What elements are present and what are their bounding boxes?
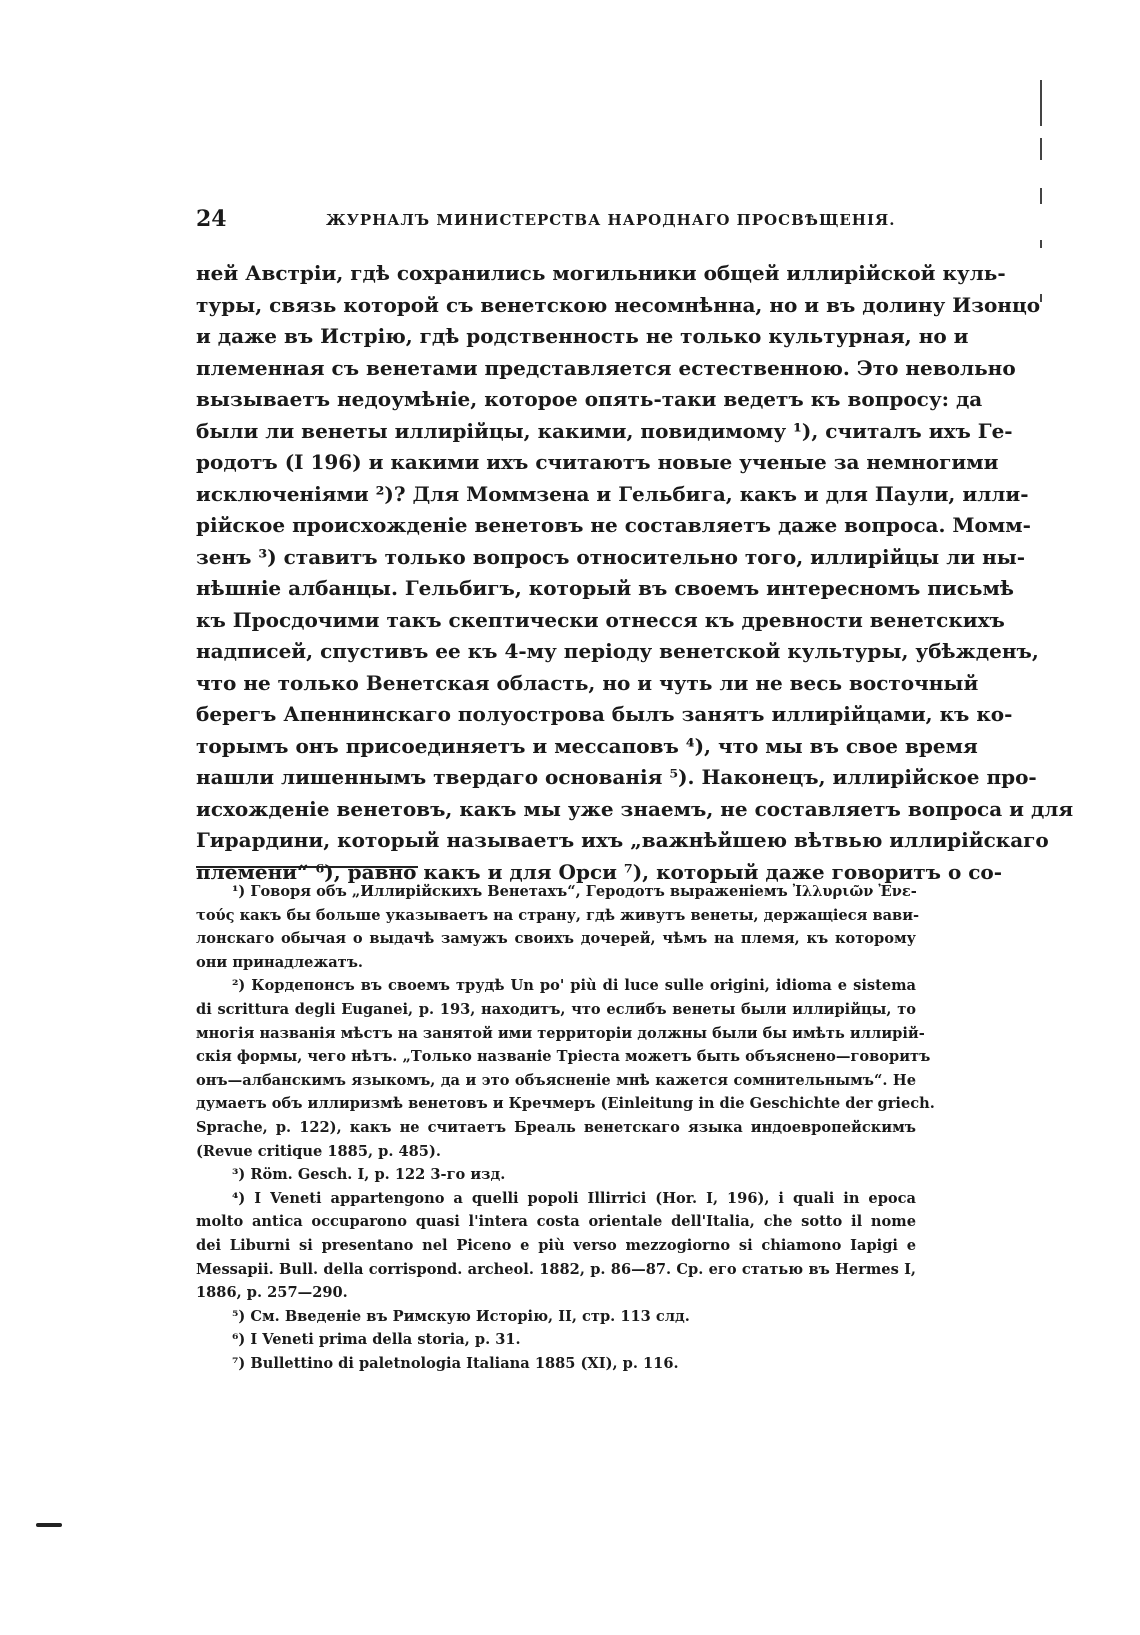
footnote-line: Messapii. Bull. della corrispond. archeol. 1882, p. 86—87. Ср. его статью въ Hermes I, [196,1260,916,1278]
scan-mark [1040,188,1042,204]
text-line: были ли венеты иллирійцы, какими, повидимому ¹), считалъ ихъ Ге- [196,418,1013,443]
footnote-line: они принадлежатъ. [196,953,363,971]
page-number: 24 [196,206,227,232]
footnote-line: ⁶) I Veneti prima della storia, p. 31. [232,1331,521,1349]
footnote-line: многія названія мѣстъ на занятой ими территоріи должны были бы имѣть иллирій- [196,1024,925,1042]
footnote-1 [196,880,920,974]
footnotes [196,880,935,1375]
footnote-line: ²) Кордепонсъ въ своемъ трудѣ Un po' più di luce sulle origini, idioma e sistema [232,977,916,995]
footnote-line: ⁴) I Veneti appartengono a quelli popoli Illirrici (Hor. I, 196), i quali in epoca [232,1189,916,1207]
footnote-line: лонскаго обычая о выдачѣ замужъ своихъ дочерей, чѣмъ на племя, къ которому [196,930,916,948]
text-line: къ Просдочими такъ скептически отнесся къ древности венетскихъ [196,607,1005,632]
footnote-line: dei Liburni si presentano nel Piceno e più verso mezzogiorno si chiamono Iapigi e [196,1236,916,1254]
page-header [196,206,916,236]
text-line: нашли лишеннымъ твердаго основанія ⁵). Наконецъ, иллирійское про- [196,765,1037,789]
scan-mark [1040,240,1042,248]
footnote-6 [196,1328,916,1352]
main-text [196,258,1074,888]
footnote-line: τούς какъ бы больше указываетъ на страну, гдѣ живутъ венеты, держащіеся вави- [196,906,920,924]
scan-mark [1040,80,1042,126]
text-line: торымъ онъ присоединяетъ и мессаповъ ⁴), что мы въ свое время [196,733,978,758]
text-line: и даже въ Истрію, гдѣ родственность не только культурная, но и [196,324,969,348]
text-line: берегъ Апеннинскаго полуострова былъ занятъ иллирійцами, къ ко- [196,702,1013,726]
text-line: рійское происхожденіе венетовъ не составляетъ даже вопроса. Момм- [196,513,1031,537]
text-line: ней Австріи, гдѣ сохранились могильники общей иллирійской куль- [196,261,1006,285]
scan-mark [1040,294,1042,302]
text-line: что не только Венетская область, но и чуть ли не весь восточный [196,670,979,695]
footnote-line: ⁵) См. Введеніе въ Римскую Исторію, II, стр. 113 слд. [232,1307,690,1325]
scan-mark [1040,138,1042,160]
text-line: вызываетъ недоумѣніе, которое опять-таки ведетъ къ вопросу: да [196,387,983,411]
footnote-line: ⁷) Bullettino di paletnologia Italiana 1885 (XI), p. 116. [232,1354,679,1372]
footnote-line: думаетъ объ иллиризмѣ венетовъ и Кречмеръ (Einleitung in die Geschichte der griech. [196,1095,935,1113]
footnote-divider [196,866,418,868]
text-line: племени“ ⁶), равно какъ и для Орси ⁷), который даже говоритъ о со- [196,859,1003,884]
footnote-line: molto antica occuparono quasi l'intera costa orientale dell'Italia, che sotto il nome [196,1213,916,1231]
footnote-2 [196,974,935,1163]
text-line: племенная съ венетами представляется естественною. Это невольно [196,355,1016,380]
text-line: исключеніями ²)? Для Моммзена и Гельбига, какъ и для Паули, илли- [196,481,1029,506]
footnote-7 [196,1352,916,1376]
footnote-line: (Revue critique 1885, p. 485). [196,1142,441,1160]
footnote-line: di scrittura degli Euganei, p. 193, находитъ, что еслибъ венеты были иллирійцы, то [196,1000,916,1018]
text-line: туры, связь которой съ венетскою несомнѣнна, но и въ долину Изонцо [196,292,1041,317]
footnote-5 [196,1305,916,1329]
text-line: исхожденіе венетовъ, какъ мы уже знаемъ, не составляетъ вопроса и для [196,796,1074,821]
footnote-line: Sprache, p. 122), какъ не считаетъ Бреаль венетскаго языка индоевропейскимъ [196,1118,916,1136]
scan-artifact [36,1523,62,1527]
scan-margin-marks [1040,80,1050,310]
text-line: Гирардини, который называетъ ихъ „важнѣйшею вѣтвью иллирійскаго [196,828,1049,852]
footnote-line: онъ—албанскимъ языкомъ, да и это объясненіе мнѣ кажется сомнительнымъ“. Не [196,1071,916,1089]
footnote-line: скія формы, чего нѣтъ. „Только названіе Тріеста можетъ быть объяснено—говоритъ [196,1048,931,1066]
text-line: родотъ (I 196) и какими ихъ считаютъ новые ученые за немногими [196,450,999,474]
running-title: ЖУРНАЛЪ МИНИСТЕРСТВА НАРОДНАГО ПРОСВѢЩЕНІЯ. [326,211,896,229]
text-line: нѣшніе албанцы. Гельбигъ, который въ своемъ интересномъ письмѣ [196,576,1014,600]
footnote-line: ¹) Говоря объ „Иллирійскихъ Венетахъ“, Геродотъ выраженіемъ Ἰλλυριῶν Ἐνε- [232,883,917,900]
footnote-4 [196,1187,916,1305]
footnote-3 [196,1163,916,1187]
footnote-line: ³) Röm. Gesch. I, p. 122 3-го изд. [232,1166,506,1184]
text-line: надписей, спустивъ ее къ 4-му періоду венетской культуры, убѣжденъ, [196,639,1039,663]
footnote-line: 1886, p. 257—290. [196,1284,348,1302]
text-line: зенъ ³) ставитъ только вопросъ относительно того, иллирійцы ли ны- [196,544,1026,569]
